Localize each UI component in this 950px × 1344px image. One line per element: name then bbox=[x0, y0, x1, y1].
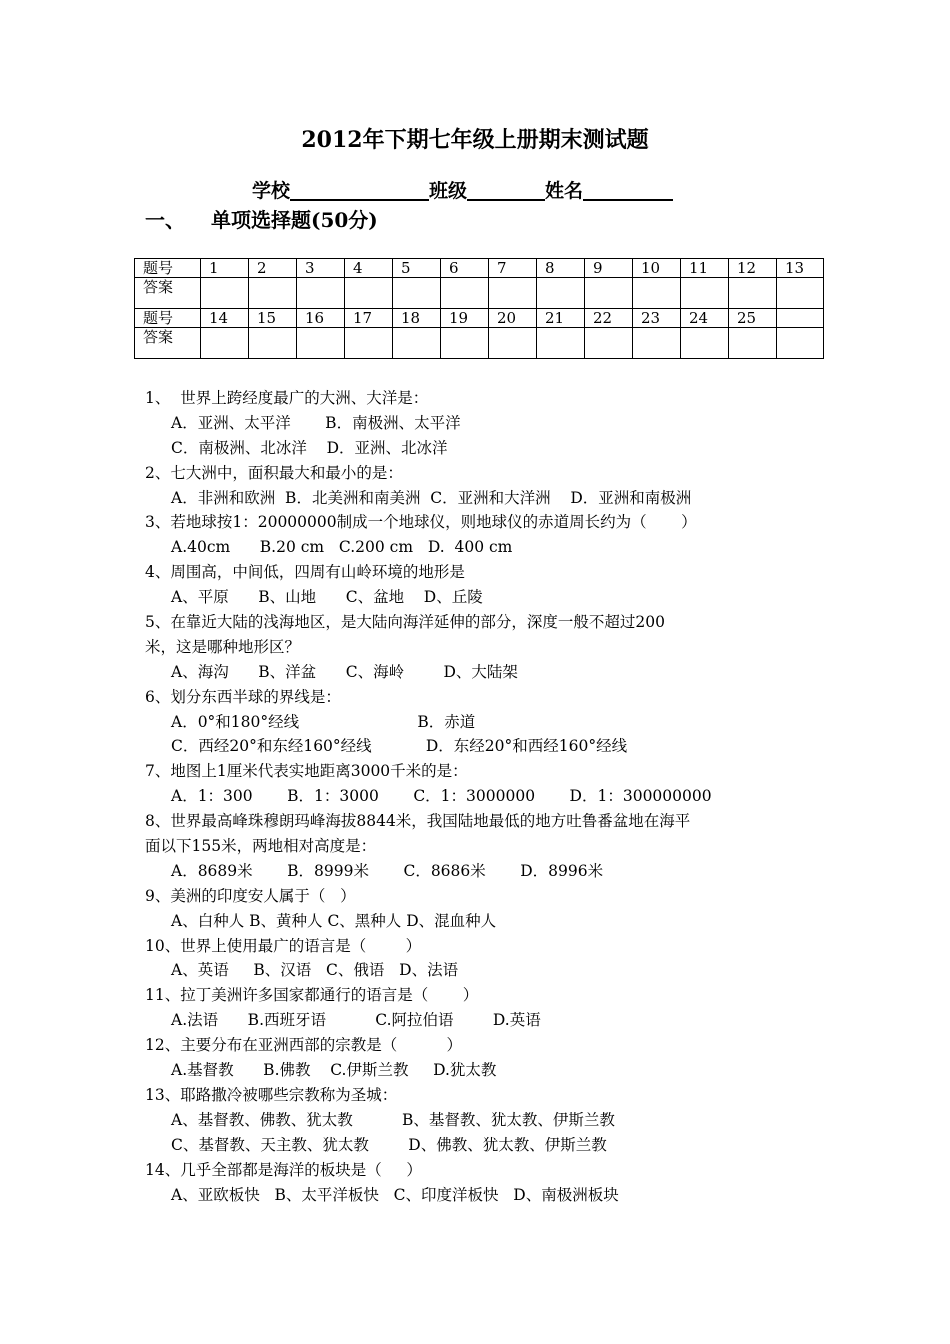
question-stem: 2、七大洲中，面积最大和最小的是： bbox=[145, 463, 403, 482]
answer-cell[interactable] bbox=[585, 278, 633, 309]
answer-cell[interactable] bbox=[489, 278, 537, 309]
question-number-cell: 13 bbox=[777, 259, 824, 278]
question-stem: 面以下155米，两地相对高度是： bbox=[145, 837, 377, 856]
question-number-cell: 21 bbox=[537, 309, 585, 328]
question-number-cell: 16 bbox=[297, 309, 345, 328]
row-label-answer: 答案 bbox=[135, 328, 201, 359]
row-label-answer: 答案 bbox=[135, 278, 201, 309]
answer-cell[interactable] bbox=[729, 328, 777, 359]
answer-cell[interactable] bbox=[393, 278, 441, 309]
question-stem: 8、世界最高峰珠穆朗玛峰海拔8844米，我国陆地最低的地方吐鲁番盆地在海平 bbox=[145, 812, 691, 831]
question-number-cell: 20 bbox=[489, 309, 537, 328]
answer-cell[interactable] bbox=[537, 328, 585, 359]
answer-table-number-row bbox=[135, 259, 824, 278]
answer-cell[interactable] bbox=[585, 328, 633, 359]
question-number-cell bbox=[777, 309, 824, 328]
question-number-cell: 7 bbox=[489, 259, 537, 278]
question-stem: 米，这是哪种地形区？ bbox=[145, 637, 301, 656]
section-heading bbox=[145, 204, 378, 233]
question-stem: 4、周围高，中间低，四周有山岭环境的地形是 bbox=[145, 563, 465, 582]
question-options: A．0°和180°经线 B．赤道 bbox=[171, 712, 476, 731]
question-options: A、海沟 B、洋盆 C、海岭 D、大陆架 bbox=[171, 662, 518, 681]
question-options: A．1：300 B．1：3000 C．1：3000000 D．1：300000000 bbox=[171, 787, 712, 806]
question-options: A、英语 B、汉语 C、俄语 D、法语 bbox=[171, 961, 459, 980]
question-stem: 10、世界上使用最广的语言是（ ） bbox=[145, 936, 422, 955]
answer-cell[interactable] bbox=[489, 328, 537, 359]
question-stem: 13、耶路撒冷被哪些宗教称为圣城： bbox=[145, 1085, 398, 1104]
answer-cell[interactable] bbox=[777, 278, 824, 309]
answer-cell[interactable] bbox=[681, 278, 729, 309]
student-info-line bbox=[252, 176, 673, 203]
question-options: A．亚洲、太平洋 B．南极洲、太平洋 bbox=[171, 413, 461, 432]
question-stem: 5、在靠近大陆的浅海地区，是大陆向海洋延伸的部分，深度一般不超过200 bbox=[145, 613, 665, 632]
question-stem: 9、美洲的印度安人属于（ ） bbox=[145, 886, 356, 905]
question-number-cell: 2 bbox=[249, 259, 297, 278]
answer-table bbox=[134, 258, 824, 359]
answer-cell[interactable] bbox=[201, 328, 249, 359]
row-label-number: 题号 bbox=[135, 309, 201, 328]
class-label: 班级 bbox=[429, 180, 468, 202]
section-number: 一、 bbox=[145, 208, 185, 232]
question-stem: 6、划分东西半球的界线是： bbox=[145, 687, 341, 706]
answer-cell[interactable] bbox=[537, 278, 585, 309]
question-options: A、亚欧板快 B、太平洋板快 C、印度洋板快 D、南极洲板块 bbox=[171, 1185, 619, 1204]
answer-cell[interactable] bbox=[729, 278, 777, 309]
question-number-cell: 23 bbox=[633, 309, 681, 328]
question-options: A.法语 B.西班牙语 C.阿拉伯语 D.英语 bbox=[171, 1011, 541, 1030]
school-label: 学校 bbox=[252, 180, 291, 202]
question-stem: 1、 世界上跨经度最广的大洲、大洋是： bbox=[145, 389, 429, 407]
answer-table-answer-row bbox=[135, 328, 824, 359]
page-title: 2012年下期七年级上册期末测试题 bbox=[301, 127, 649, 153]
question-number-cell: 10 bbox=[633, 259, 681, 278]
question-number-cell: 5 bbox=[393, 259, 441, 278]
question-number-cell: 3 bbox=[297, 259, 345, 278]
answer-cell[interactable] bbox=[345, 328, 393, 359]
class-blank bbox=[467, 179, 545, 201]
answer-table-answer-row bbox=[135, 278, 824, 309]
question-number-cell: 8 bbox=[537, 259, 585, 278]
section-title: 单项选择题(50分) bbox=[211, 208, 378, 232]
question-options: C、基督教、天主教、犹太教 D、佛教、犹太教、伊斯兰教 bbox=[171, 1135, 607, 1154]
question-options: A．8689米 B．8999米 C．8686米 D．8996米 bbox=[171, 861, 604, 880]
answer-cell[interactable] bbox=[249, 278, 297, 309]
question-number-cell: 4 bbox=[345, 259, 393, 278]
answer-cell[interactable] bbox=[249, 328, 297, 359]
answer-cell[interactable] bbox=[633, 328, 681, 359]
question-options: A、白种人 B、黄种人 C、黑种人 D、混血种人 bbox=[171, 911, 497, 930]
question-number-cell: 6 bbox=[441, 259, 489, 278]
question-options: A.基督教 B.佛教 C.伊斯兰教 D.犹太教 bbox=[171, 1061, 497, 1080]
answer-cell[interactable] bbox=[441, 328, 489, 359]
question-options: A.40cm B.20 cm C.200 cm D. 400 cm bbox=[171, 538, 513, 557]
question-stem: 14、几乎全部都是海洋的板块是（ ） bbox=[145, 1160, 422, 1179]
question-stem: 11、拉丁美洲许多国家都通行的语言是（ ） bbox=[145, 986, 479, 1005]
answer-cell[interactable] bbox=[345, 278, 393, 309]
question-number-cell: 14 bbox=[201, 309, 249, 328]
question-stem: 12、主要分布在亚洲西部的宗教是（ ） bbox=[145, 1036, 462, 1055]
question-number-cell: 12 bbox=[729, 259, 777, 278]
question-number-cell: 9 bbox=[585, 259, 633, 278]
question-options: A、平原 B、山地 C、盆地 D、丘陵 bbox=[171, 588, 483, 607]
question-number-cell: 17 bbox=[345, 309, 393, 328]
answer-cell[interactable] bbox=[681, 328, 729, 359]
question-number-cell: 22 bbox=[585, 309, 633, 328]
question-options: C．西经20°和东经160°经线 D．东经20°和西经160°经线 bbox=[171, 737, 628, 756]
question-number-cell: 11 bbox=[681, 259, 729, 278]
answer-cell[interactable] bbox=[297, 328, 345, 359]
question-number-cell: 1 bbox=[201, 259, 249, 278]
answer-cell[interactable] bbox=[393, 328, 441, 359]
answer-table-number-row bbox=[135, 309, 824, 328]
question-number-cell: 24 bbox=[681, 309, 729, 328]
question-number-cell: 19 bbox=[441, 309, 489, 328]
question-options: A．非洲和欧洲 B．北美洲和南美洲 C．亚洲和大洋洲 D．亚洲和南极洲 bbox=[171, 488, 692, 507]
answer-cell[interactable] bbox=[441, 278, 489, 309]
question-stem: 7、地图上1厘米代表实地距离3000千米的是： bbox=[145, 762, 468, 781]
question-number-cell: 25 bbox=[729, 309, 777, 328]
school-blank bbox=[290, 179, 429, 201]
question-stem: 3、若地球按1：20000000制成一个地球仪，则地球仪的赤道周长约为（ ） bbox=[145, 513, 697, 532]
question-options: C．南极洲、北冰洋 D．亚洲、北冰洋 bbox=[171, 438, 448, 457]
row-label-number: 题号 bbox=[135, 259, 201, 278]
answer-cell[interactable] bbox=[633, 278, 681, 309]
question-number-cell: 15 bbox=[249, 309, 297, 328]
question-list bbox=[145, 386, 825, 1207]
question-options: A、基督教、佛教、犹太教 B、基督教、犹太教、伊斯兰教 bbox=[171, 1110, 615, 1129]
answer-cell[interactable] bbox=[201, 278, 249, 309]
answer-cell[interactable] bbox=[777, 328, 824, 359]
question-number-cell: 18 bbox=[393, 309, 441, 328]
answer-cell[interactable] bbox=[297, 278, 345, 309]
name-label: 姓名 bbox=[545, 180, 584, 202]
name-blank bbox=[583, 179, 673, 201]
